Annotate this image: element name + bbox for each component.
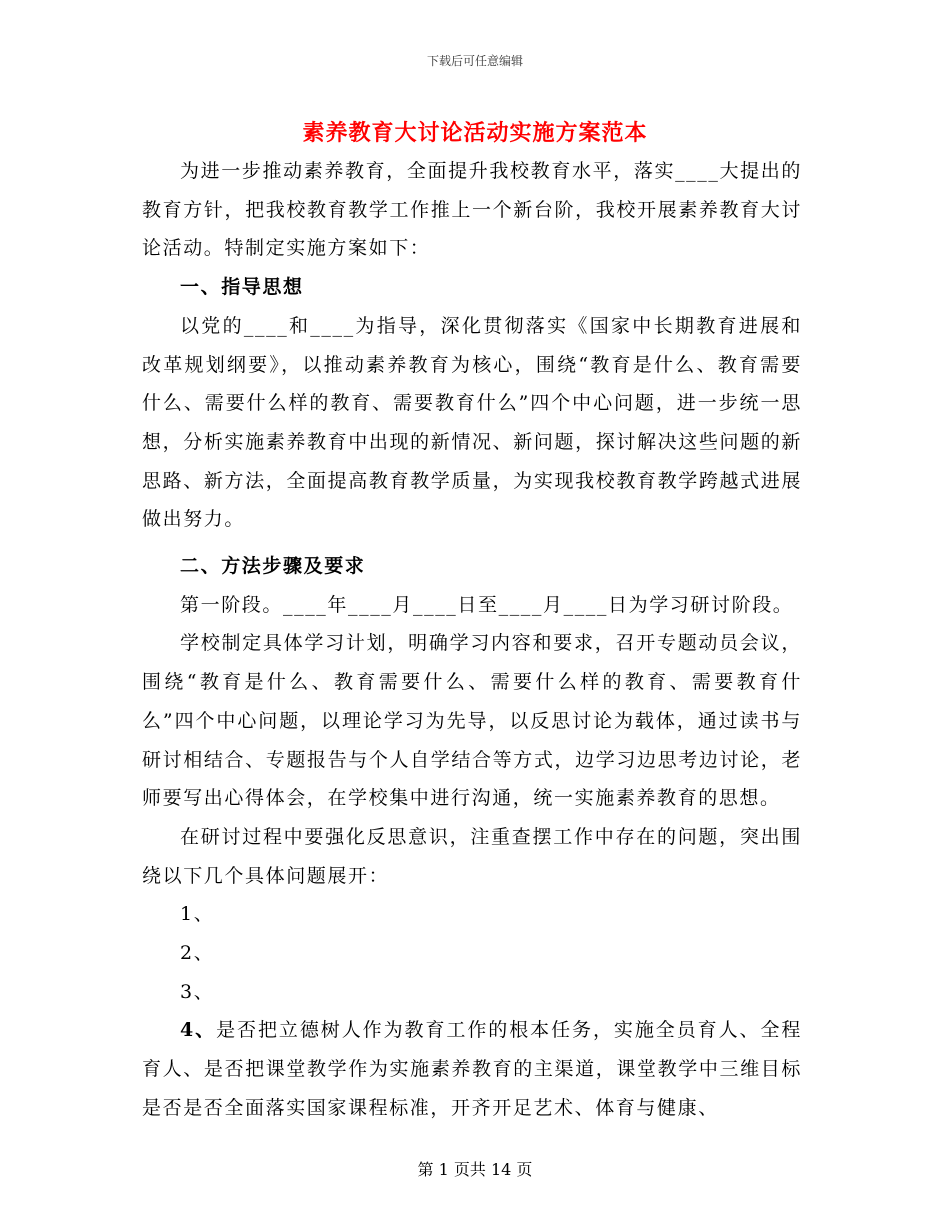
stage-one-paragraph: 第一阶段。____年____月____日至____月____日为学习研讨阶段。 — [180, 593, 794, 616]
document-body — [142, 152, 802, 1128]
list-item-1: 1、 — [180, 903, 215, 926]
list-item-2: 2、 — [180, 942, 215, 965]
page-footer: 第 1 页共 14 页 — [417, 1160, 533, 1179]
list-item-4 — [142, 1011, 802, 1127]
intro-paragraph: 为进一步推动素养教育，全面提升我校教育水平，落实____大提出的教育方针，把我校教育教学工作推上一个新台阶，我校开展素养教育大讨论活动。特制定实施方案如下： — [142, 160, 802, 260]
header-note: 下载后可任意编辑 — [426, 54, 523, 68]
reflection-paragraph: 在研讨过程中要强化反思意识，注重查摆工作中存在的问题，突出围绕以下几个具体问题展开： — [142, 825, 802, 887]
list-item-3: 3、 — [180, 980, 215, 1003]
guiding-ideology-paragraph: 以党的____和____为指导，深化贯彻落实《国家中长期教育进展和改革规划纲要》，以推动素养教育为核心，围绕“教育是什么、教育需要什么、需要什么样的教育、需要教育什么”四个中心问题，进一步统一思想，分析实施素养教育中出现的新情况、新问题，探讨解决这些问题的新思路、新方法，全面提高教育教学质量，为实现我校教育教学跨越式进展做出努力。 — [142, 314, 802, 531]
section-heading-guiding-ideology: 一、指导思想 — [180, 276, 304, 299]
list-item-4-text: 是否把立德树人作为教育工作的根本任务，实施全员育人、全程育人、是否把课堂教学作为实施素养教育的主渠道，课堂教学中三维目标是否是否全面落实国家课程标准，开齐开足艺术、体育与健康、 — [142, 1019, 802, 1119]
spacer — [142, 539, 802, 547]
section-heading-methods-steps: 二、方法步骤及要求 — [180, 555, 366, 578]
list-item-4-number: 4、 — [180, 1019, 217, 1042]
study-plan-paragraph: 学校制定具体学习计划，明确学习内容和要求，召开专题动员会议，围绕“教育是什么、教育需要什么、需要什么样的教育、需要教育什么”四个中心问题，以理论学习为先导，以反思讨论为载体，通过读书与研讨相结合、专题报告与个人自学结合等方式，边学习边思考边讨论，老师要写出心得体会，在学校集中进行沟通，统一实施素养教育的思想。 — [142, 632, 802, 810]
document-title: 素养教育大讨论活动实施方案范本 — [302, 120, 648, 146]
